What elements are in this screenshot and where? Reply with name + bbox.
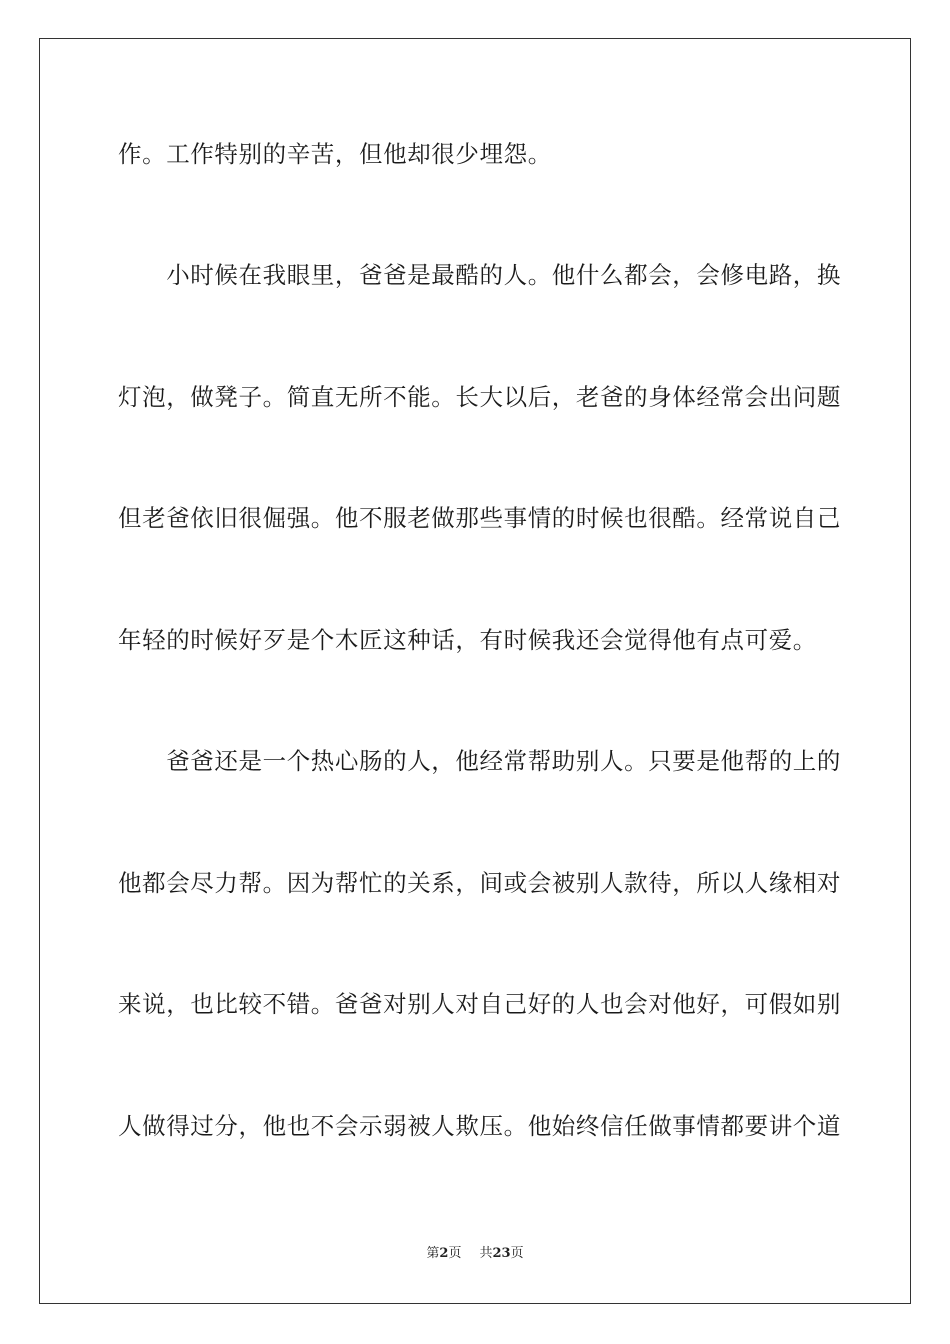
text-line: 人做得过分，他也不会示弱被人欺压。他始终信任做事情都要讲个道 xyxy=(118,1112,841,1140)
text-line: 作。工作特别的辛苦，但他却很少埋怨。 xyxy=(118,140,552,168)
text-line: 但老爸依旧很倔强。他不服老做那些事情的时候也很酷。经常说自己 xyxy=(118,504,841,532)
page-footer xyxy=(0,1245,950,1263)
text-line: 来说，也比较不错。爸爸对别人对自己好的人也会对他好，可假如别 xyxy=(118,990,841,1018)
text-line: 灯泡，做凳子。简直无所不能。长大以后，老爸的身体经常会出问题 xyxy=(118,383,841,411)
total-label-suffix: 页 xyxy=(510,1246,524,1261)
text-line: 他都会尽力帮。因为帮忙的关系，间或会被别人款待，所以人缘相对 xyxy=(118,869,841,897)
text-line: 小时候在我眼里，爸爸是最酷的人。他什么都会，会修电路，换 xyxy=(118,261,841,289)
text-line: 年轻的时候好歹是个木匠这种话，有时候我还会觉得他有点可爱。 xyxy=(118,626,817,654)
page-number: 2 xyxy=(439,1246,449,1261)
page-label-prefix: 第 xyxy=(426,1246,440,1261)
total-label-prefix: 共 xyxy=(479,1246,493,1261)
page-label-suffix: 页 xyxy=(448,1246,462,1261)
total-pages: 23 xyxy=(492,1246,511,1261)
text-line: 爸爸还是一个热心肠的人，他经常帮助别人。只要是他帮的上的 xyxy=(118,747,841,775)
